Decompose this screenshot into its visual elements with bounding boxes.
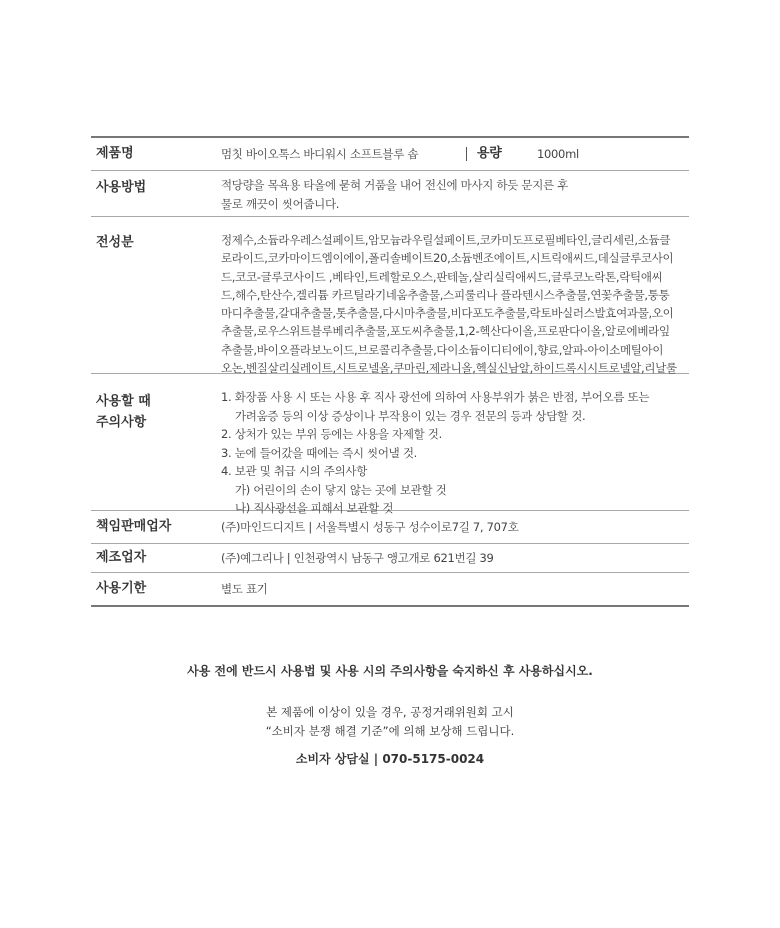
customer-service-contact: 소비자 상담실 | 070-5175-0024	[295, 752, 485, 766]
product-name-row	[91, 138, 689, 171]
caution-label-line: 주의사항	[96, 415, 147, 430]
caution-row	[91, 374, 689, 515]
ingredients-line: 드,해수,탄산수,겔리튬 카르틸라기네움추출물,스피룰리나 플라텐시스추출물,연꽃추출물,퉁퉁	[221, 287, 670, 302]
ingredients-line: 추출물,바이오플라보노이드,브로콜리추출물,다이소듐이디티에이,향료,알파-아이소메틸아이	[221, 342, 664, 357]
expiry-label: 사용기한	[96, 581, 147, 596]
caution-item: 가려움증 등의 이상 증상이나 부작용이 있는 경우 전문의 등과 상담할 것.	[235, 408, 586, 423]
product-name-label: 제품명	[96, 146, 134, 161]
usage-line: 물로 깨끗이 씻어줍니다.	[221, 196, 340, 211]
caution-item: 3. 눈에 들어갔을 때에는 즉시 씻어낼 것.	[221, 445, 417, 460]
usage-warning-notice: 사용 전에 반드시 사용법 및 사용 시의 주의사항을 숙지하신 후 사용하십시오.	[187, 664, 593, 678]
product-name-cell	[221, 144, 689, 164]
volume-label: 용량	[477, 146, 502, 161]
caution-item: 2. 상처가 있는 부위 등에는 사용을 자제할 것.	[221, 427, 442, 441]
caution-subitem: 나) 직사광선을 피해서 보관할 것	[235, 501, 394, 515]
expiry-value: 별도 표기	[221, 581, 268, 596]
ingredients-line: 추출물,로우스위트블루베리추출물,포도씨추출물,1,2-헥산다이올,프로판다이올,알로에베라잎	[221, 324, 670, 339]
ingredients-line: 드,코코-글루코사이드 ,베타인,트레할로오스,판테놀,살리실릭애씨드,글루코노락톤,락틱애씨	[221, 269, 663, 284]
usage-label: 사용방법	[96, 180, 147, 195]
ingredients-row	[91, 217, 689, 374]
volume-value: 1000ml	[537, 147, 579, 161]
usage-line: 적당량을 목욕용 타올에 묻혀 거품을 내어 전신에 마사지 하듯 문지른 후	[221, 178, 569, 192]
seller-value: (주)마인드디지트 | 서울특별시 성동구 성수이로7길 7, 707호	[221, 519, 519, 534]
product-name-value: 멈칫 바이오톡스 바디워시 소프트블루 솝	[221, 147, 419, 161]
caution-value	[221, 388, 689, 515]
caution-subitem: 가) 어린이의 손이 닿지 않는 곳에 보관할 것	[235, 482, 447, 497]
ingredients-value	[221, 225, 689, 376]
usage-value	[221, 176, 689, 216]
caution-label-line: 사용할 때	[96, 394, 151, 409]
caution-label	[91, 388, 221, 510]
ingredients-line: 마디추출물,갈대추출물,톳추출물,다시마추출물,비다포도추출물,락토바실러스발효여과물,오이	[221, 306, 674, 321]
maker-label: 제조업자	[96, 550, 147, 565]
ingredients-label: 전성분	[96, 235, 134, 250]
caution-list	[221, 388, 689, 518]
caution-item: 4. 보관 및 취급 시의 주의사항	[221, 464, 368, 478]
product-info-table	[91, 136, 689, 607]
ingredients-line: 오논,벤질살리실레이트,시트로넬올,쿠마린,제라니올,헥실신남알,하이드록시시트로넬알,리날룰	[221, 361, 677, 376]
column-divider	[466, 147, 467, 161]
seller-label: 책임판매업자	[96, 519, 172, 534]
caution-item: 1. 화장품 사용 시 또는 사용 후 직사 광선에 의하여 사용부위가 붉은 반점, 부어오름 또는	[221, 390, 650, 404]
expiry-row	[91, 573, 689, 605]
ingredients-line: 로라이드,코카마이드엠이에이,폴리솔베이트20,소듐벤조에이트,시트릭애씨드,데실글루코사이	[221, 251, 674, 266]
maker-value: (주)예그리나 | 인천광역시 남동구 앵고개로 621번길 39	[221, 550, 494, 565]
usage-row	[91, 171, 689, 217]
compensation-line: 본 제품에 이상이 있을 경우, 공정거래위원회 고시	[266, 705, 514, 719]
maker-row	[91, 544, 689, 573]
compensation-line: “소비자 분쟁 해결 기준”에 의해 보상해 드립니다.	[265, 724, 515, 738]
compensation-notice	[0, 703, 780, 741]
ingredients-line: 정제수,소듐라우레스설페이트,암모늄라우릴설페이트,코카미도프로필베타인,글리세린,소듐클	[221, 233, 671, 247]
